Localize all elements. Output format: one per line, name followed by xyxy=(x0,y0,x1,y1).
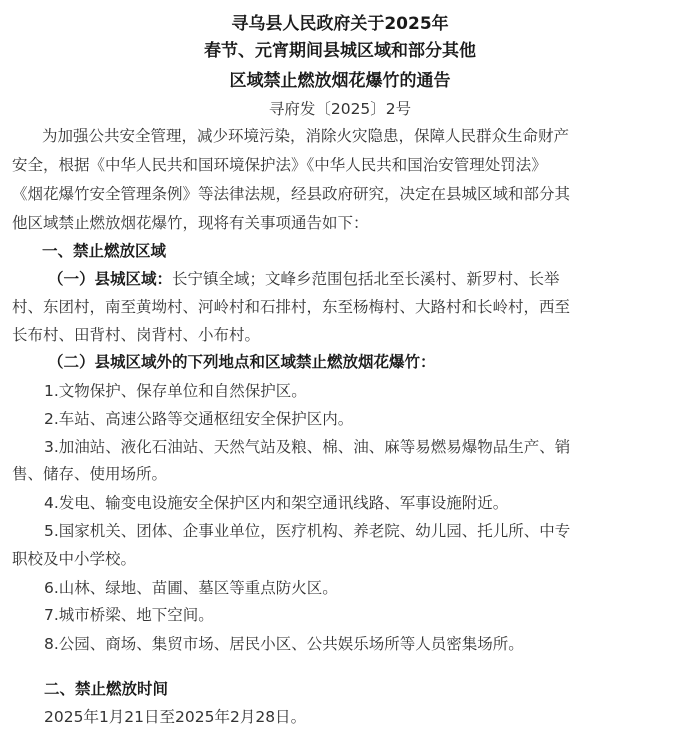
section-1-heading: 一、禁止燃放区域 xyxy=(42,242,167,260)
intro-line-2: 安全，根据《中华人民共和国环境保护法》《中华人民共和国治安管理处罚法》 xyxy=(12,156,547,174)
sub-2-heading: （二）县城区域外的下列地点和区域禁止燃放烟花爆竹： xyxy=(48,353,436,371)
title-line-2: 春节、元宵期间县城区域和部分其他 xyxy=(204,41,476,61)
list-item-3-line-1: 3.加油站、液化石油站、天然气站及粮、棉、油、麻等易燃易爆物品生产、销 xyxy=(44,438,571,456)
sub-1-line-2: 村、东团村，南至黄坳村、河岭村和石排村，东至杨梅村、大路村和长岭村，西至 xyxy=(12,298,571,316)
intro-line-3: 《烟花爆竹安全管理条例》等法律法规，经县政府研究，决定在县城区域和部分其 xyxy=(12,185,571,203)
sub-1-text: 长宁镇全域；文峰乡范围包括北至长溪村、新罗村、长举 xyxy=(172,270,560,288)
list-item-8: 8.公园、商场、集贸市场、居民小区、公共娱乐场所等人员密集场所。 xyxy=(44,635,524,653)
sub-1-label: （一）县城区域： xyxy=(48,270,173,288)
title-line-3: 区域禁止燃放烟花爆竹的通告 xyxy=(229,71,451,91)
section-2-heading: 二、禁止燃放时间 xyxy=(44,680,169,698)
sub-1-line-3: 长布村、田背村、岗背村、小布村。 xyxy=(12,326,261,344)
list-item-4: 4.发电、输变电设施安全保护区内和架空通讯线路、军事设施附近。 xyxy=(44,494,509,512)
sub-1-line-1 xyxy=(48,269,672,289)
title-line-1: 寻乌县人民政府关于2025年 xyxy=(231,14,449,34)
list-item-2: 2.车站、高速公路等交通枢纽安全保护区内。 xyxy=(44,410,354,428)
list-item-7: 7.城市桥梁、地下空间。 xyxy=(44,606,214,624)
list-item-5-line-2: 职校及中小学校。 xyxy=(12,550,137,568)
intro-line-1: 为加强公共安全管理，减少环境污染，消除火灾隐患，保障人民群众生命财产 xyxy=(42,127,570,145)
document-number: 寻府发〔2025〕2号 xyxy=(268,100,412,118)
list-item-3-line-2: 售、储存、使用场所。 xyxy=(12,465,168,483)
list-item-6: 6.山林、绿地、苗圃、墓区等重点防火区。 xyxy=(44,579,338,597)
list-item-1: 1.文物保护、保存单位和自然保护区。 xyxy=(44,382,307,400)
intro-line-4: 他区域禁止燃放烟花爆竹，现将有关事项通告如下： xyxy=(12,214,369,232)
prohibition-period: 2025年1月21日至2025年2月28日。 xyxy=(44,708,307,726)
list-item-5-line-1: 5.国家机关、团体、企事业单位，医疗机构、养老院、幼儿园、托儿所、中专 xyxy=(44,522,571,540)
